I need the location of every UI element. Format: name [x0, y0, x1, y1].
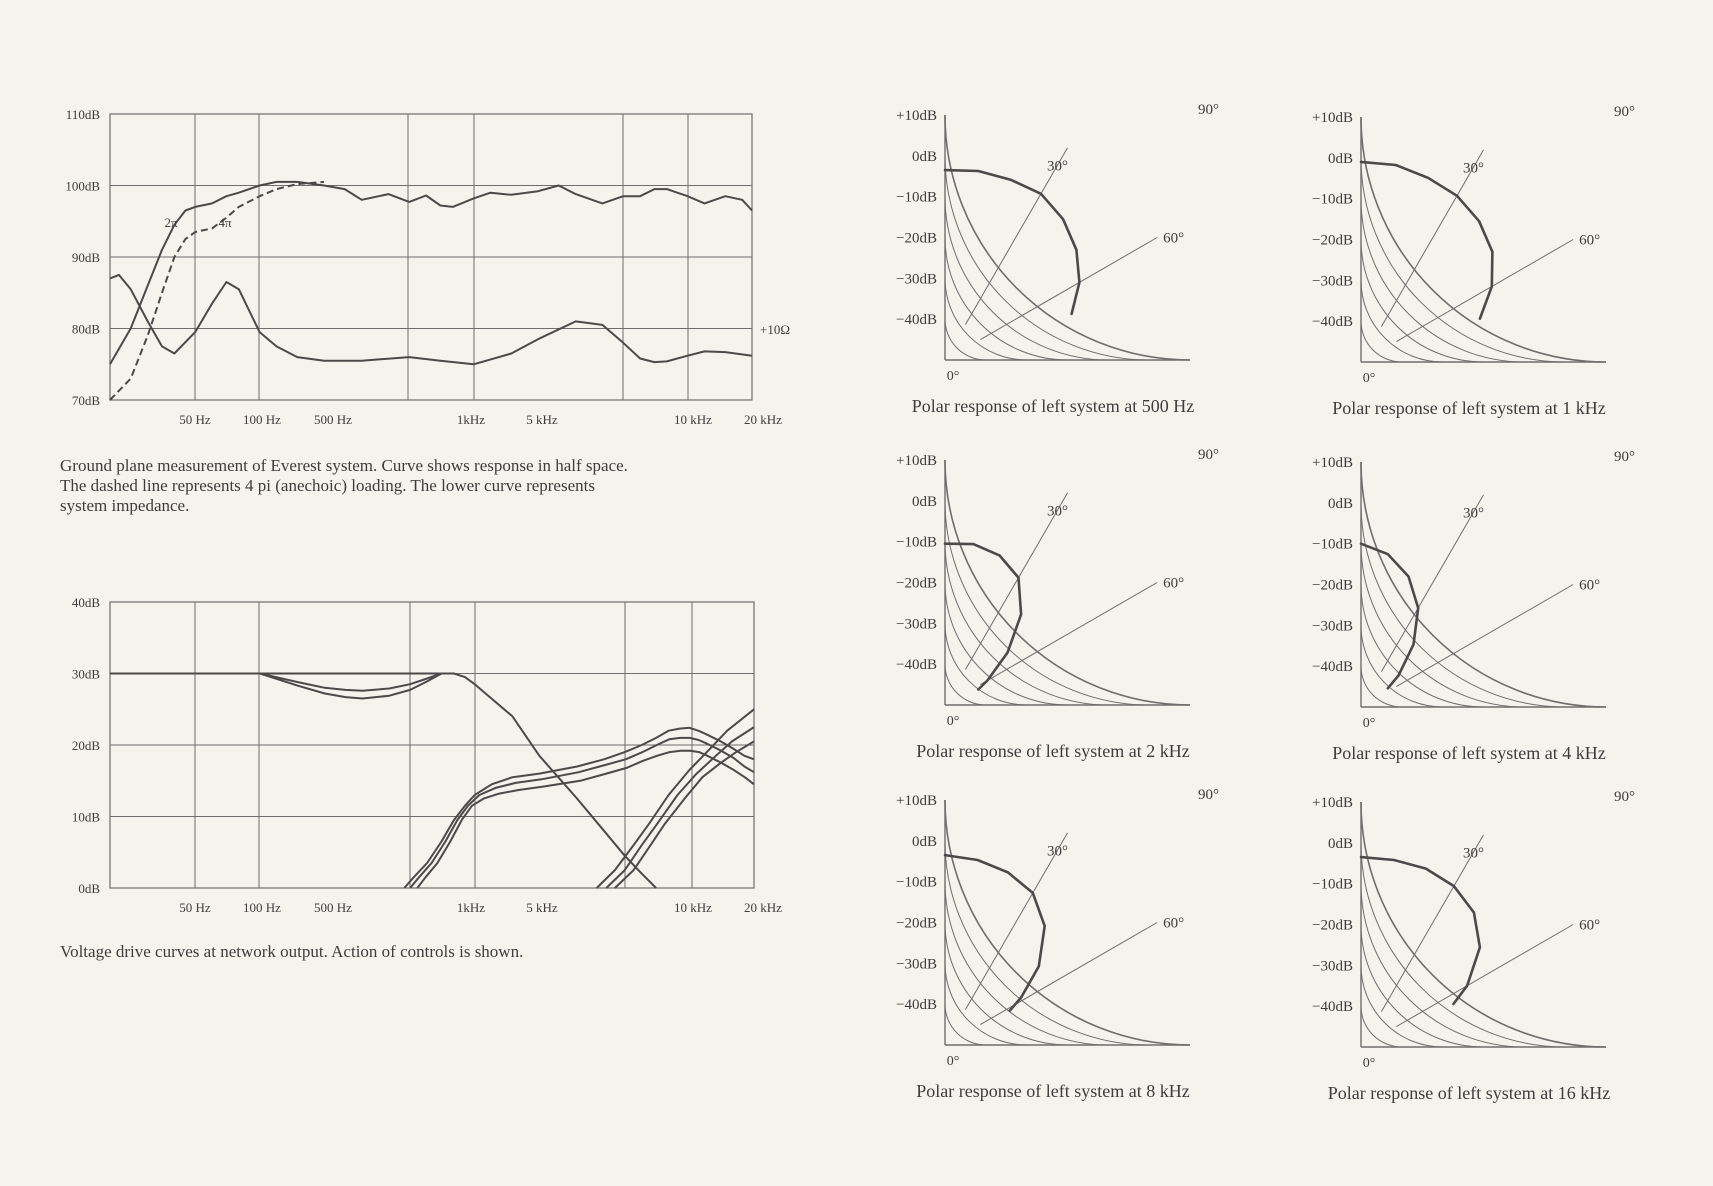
polar-angle-label: 90°: [1198, 102, 1219, 118]
x-tick-label: 1kHz: [456, 412, 486, 427]
polar-title: Polar response of left system at 500 Hz: [911, 396, 1195, 416]
y-tick-label: 90dB: [71, 250, 100, 265]
polar-ring-label: 0dB: [1327, 495, 1353, 512]
polar-ring-label: −10dB: [1312, 191, 1353, 208]
polar-angle-label: 60°: [1163, 230, 1185, 247]
polar-ring-label: −30dB: [1312, 958, 1353, 975]
caption-line: Ground plane measurement of Everest system. Curve shows response in half space.: [60, 456, 628, 475]
polar-ring-label: +10dB: [1312, 110, 1353, 126]
polar-ring-label: −40dB: [1312, 314, 1353, 331]
polar-ring-label: −20dB: [896, 575, 937, 592]
polar-title: Polar response of left system at 16 kHz: [1327, 1083, 1611, 1103]
polar-ring-label: 0dB: [911, 493, 937, 510]
polar_500-chart: [896, 102, 1219, 416]
polar-angle-label: 30°: [1463, 845, 1484, 862]
polar-angle-label: 60°: [1579, 577, 1601, 594]
x-tick-label: 500 Hz: [314, 412, 352, 427]
polar-ring-label: −40dB: [1312, 659, 1353, 676]
polar-ring-label: −40dB: [896, 657, 937, 674]
polar-response-curve: [945, 855, 1045, 1010]
x-tick-label: 10 kHz: [674, 900, 712, 915]
polar-response-curve: [1361, 857, 1480, 1004]
x-tick-label: 5 kHz: [526, 900, 558, 915]
polar-ring: [1361, 843, 1565, 1047]
polar-ring-label: +10dB: [896, 108, 937, 124]
x-tick-label: 5 kHz: [526, 412, 558, 427]
x-tick-label: 500 Hz: [314, 900, 352, 915]
polar-ring: [945, 319, 986, 360]
polar-angle-label: 0°: [946, 369, 960, 384]
polar_2k-chart: [896, 447, 1219, 761]
polar-ring-label: −40dB: [896, 312, 937, 329]
polar-ring-label: +10dB: [896, 453, 937, 469]
y-tick-label: 80dB: [71, 321, 100, 337]
polar-ring: [1361, 1006, 1402, 1047]
polar-title: Polar response of left system at 1 kHz: [1332, 398, 1606, 418]
polar-ring-label: −30dB: [1312, 273, 1353, 290]
y-tick-label: 70dB: [71, 393, 100, 408]
polar-angle-label: 60°: [1579, 917, 1601, 934]
polar-angle-label: 0°: [1362, 371, 1376, 386]
polar-ring: [1361, 503, 1565, 707]
polar-ring-label: +10dB: [896, 793, 937, 809]
polar-ring-label: −40dB: [1312, 999, 1353, 1016]
series-line: [404, 728, 754, 888]
polar-ring-label: −10dB: [1312, 536, 1353, 553]
polar-ring-label: 0dB: [1327, 150, 1353, 167]
polar-ring: [1361, 925, 1484, 1048]
caption-line: The dashed line represents 4 pi (anechoic) loading. The lower curve represents: [60, 476, 595, 495]
series-line: [260, 674, 442, 699]
polar-angle-label: 0°: [1362, 716, 1376, 731]
polar-ring: [945, 841, 1149, 1045]
polar-ring: [945, 238, 1068, 361]
polar-title: Polar response of left system at 2 kHz: [916, 741, 1190, 761]
polar-ring-label: −20dB: [896, 915, 937, 932]
polar-angle-label: 60°: [1163, 575, 1185, 592]
x-tick-label: 1kHz: [456, 900, 486, 915]
polar-ring-label: 0dB: [911, 833, 937, 850]
polar_1k-chart: [1312, 104, 1635, 418]
polar-angle-label: 90°: [1198, 787, 1219, 803]
polar-ring: [945, 800, 1190, 1045]
voltage_drive-chart: [72, 595, 782, 915]
polar-ring: [1361, 321, 1402, 362]
polar-ring-label: +10dB: [1312, 455, 1353, 471]
polar-ring-label: −10dB: [896, 189, 937, 206]
polar-ring: [1361, 240, 1484, 363]
polar-angle-label: 60°: [1579, 232, 1601, 249]
polar_8k-chart: [896, 787, 1219, 1101]
polar-ring: [945, 115, 1190, 360]
y-tick-label: 30dB: [71, 666, 100, 682]
polar-response-curve: [1361, 162, 1492, 319]
polar-angle-label: 90°: [1198, 447, 1219, 463]
polar-ring-label: 0dB: [911, 148, 937, 165]
x-tick-label: 50 Hz: [179, 412, 211, 427]
x-tick-label: 100 Hz: [243, 900, 281, 915]
polar-ring: [1361, 462, 1606, 707]
x-tick-label: 10 kHz: [674, 412, 712, 427]
polar-angle-label: 30°: [1047, 503, 1068, 520]
polar-ring: [1361, 802, 1606, 1047]
y-tick-label: 110dB: [65, 107, 100, 122]
polar-angle-label: 0°: [1362, 1056, 1376, 1071]
polar-angle-label: 30°: [1463, 505, 1484, 522]
polar-ring-label: −20dB: [1312, 232, 1353, 249]
polar-ring: [945, 923, 1068, 1046]
polar-response-curve: [945, 170, 1079, 314]
polar-angle-label: 0°: [946, 1054, 960, 1069]
series-line: [410, 738, 754, 888]
polar-ring-label: 0dB: [1327, 835, 1353, 852]
polar-ring-label: −20dB: [896, 230, 937, 247]
polar-ring: [945, 501, 1149, 705]
polar-ring-label: −30dB: [896, 956, 937, 973]
polar-title: Polar response of left system at 4 kHz: [1332, 743, 1606, 763]
polar-ring: [945, 460, 1190, 705]
polar-angle-label: 90°: [1614, 449, 1635, 465]
series-line: [110, 182, 752, 364]
polar-ring-label: +10dB: [1312, 795, 1353, 811]
annotation-2pi: 2π: [164, 215, 178, 230]
y-tick-label: 20dB: [71, 738, 100, 753]
polar-ring: [1361, 117, 1606, 362]
y-tick-label: 0dB: [78, 881, 100, 896]
polar-ring-label: −30dB: [896, 616, 937, 633]
polar-ring-label: −20dB: [1312, 917, 1353, 934]
polar-ring-label: −40dB: [896, 997, 937, 1014]
polar-angle-label: 30°: [1047, 843, 1068, 860]
polar-ring: [945, 664, 986, 705]
polar-ring: [1361, 158, 1565, 362]
polar-ring-label: −10dB: [1312, 876, 1353, 893]
voltage-drive-caption: Voltage drive curves at network output. Action of controls is shown.: [60, 942, 524, 961]
polar-ring-label: −30dB: [1312, 618, 1353, 635]
polar-angle-label: 90°: [1614, 104, 1635, 120]
annotation-4pi: 4π: [218, 215, 232, 230]
polar-ring: [945, 583, 1068, 706]
polar_16k-chart: [1312, 789, 1635, 1103]
polar-angle-label: 60°: [1163, 915, 1185, 932]
y-tick-label: 40dB: [71, 595, 100, 610]
polar-ring: [1361, 585, 1484, 708]
annotation-impedance: +10Ω: [760, 322, 790, 337]
series-line: [110, 275, 752, 364]
freq-response-caption: [60, 456, 760, 516]
polar-angle-label: 0°: [946, 714, 960, 729]
polar-ring: [945, 1004, 986, 1045]
polar-response-curve: [1361, 544, 1418, 689]
caption-line: system impedance.: [60, 496, 190, 515]
polar-title: Polar response of left system at 8 kHz: [916, 1081, 1190, 1101]
polar-ring: [945, 156, 1149, 360]
x-tick-label: 20 kHz: [744, 412, 782, 427]
polar-angle-label: 90°: [1614, 789, 1635, 805]
x-tick-label: 20 kHz: [744, 900, 782, 915]
x-tick-label: 100 Hz: [243, 412, 281, 427]
polar-ring: [1361, 666, 1402, 707]
x-tick-label: 50 Hz: [179, 900, 211, 915]
polar-ring-label: −20dB: [1312, 577, 1353, 594]
polar-angle-label: 30°: [1047, 158, 1068, 175]
y-tick-label: 100dB: [65, 178, 100, 194]
polar-ring-label: −10dB: [896, 534, 937, 551]
polar-ring-label: −10dB: [896, 874, 937, 891]
series-line: [110, 182, 324, 400]
polar-angle-label: 30°: [1463, 160, 1484, 177]
y-tick-label: 10dB: [71, 809, 100, 825]
polar-ring-label: −30dB: [896, 271, 937, 288]
freq_response-chart: [65, 107, 790, 427]
polar_4k-chart: [1312, 449, 1635, 763]
